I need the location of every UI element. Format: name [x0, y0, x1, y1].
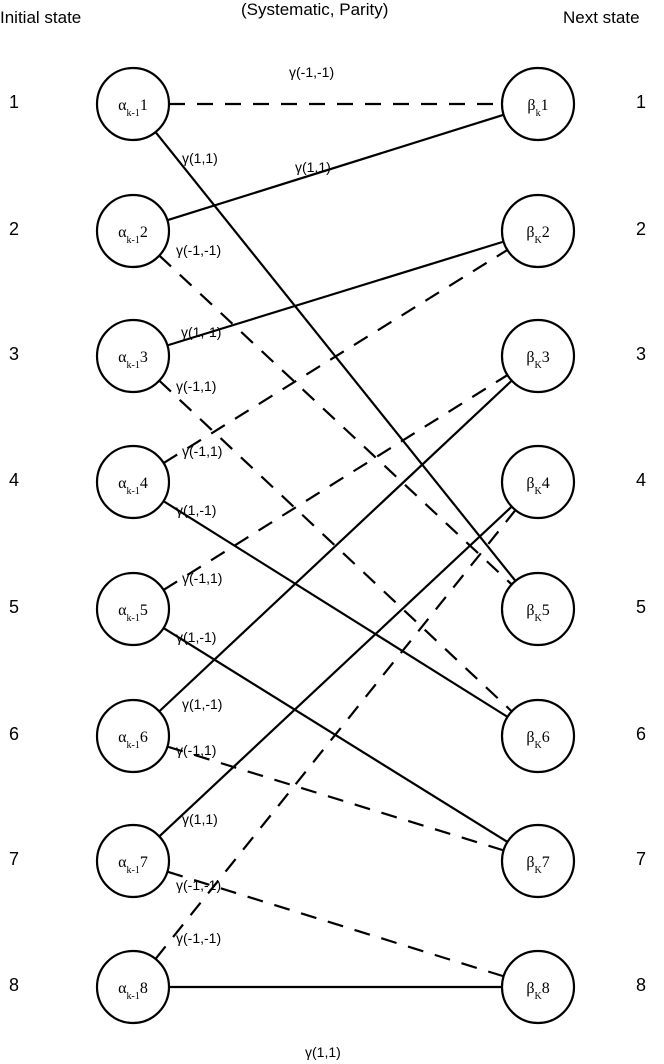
transition-edge-6-7	[167, 747, 503, 851]
next-node-label: $\beta_K7$	[526, 854, 550, 876]
initial-node-circle	[97, 195, 169, 267]
next-node-label: $\beta_k1$	[527, 97, 549, 119]
initial-node-circle	[97, 700, 169, 772]
next-node-label: $\beta_K8$	[526, 980, 550, 1002]
initial-state-node-4[interactable]	[97, 446, 169, 518]
next-node-circle	[502, 700, 574, 772]
edge-label-e3: γ(1,1)	[295, 159, 331, 175]
transition-edge-2-1	[167, 115, 503, 220]
initial-node-circle	[97, 573, 169, 645]
next-state-node-3[interactable]	[502, 320, 574, 392]
initial-node-label: $\alpha_{k-1}2$	[118, 224, 148, 246]
initial-state-index-5: 5	[8, 597, 19, 617]
next-state-index-4: 4	[635, 470, 646, 490]
edges-layer	[156, 104, 516, 987]
next-state-index-3: 3	[635, 344, 646, 364]
initial-state-node-5[interactable]	[97, 573, 169, 645]
edge-label-e5: γ(1,-1)	[181, 324, 222, 340]
initial-node-label: $\alpha_{k-1}7$	[118, 854, 148, 876]
edge-label-e11: γ(1,-1)	[182, 696, 223, 712]
initial-state-index-2: 2	[8, 219, 19, 239]
initial-state-node-6[interactable]	[97, 700, 169, 772]
next-state-index-5: 5	[635, 597, 646, 617]
next-state-index-8: 8	[635, 975, 646, 995]
initial-state-index-6: 6	[8, 724, 19, 744]
edge-label-e2: γ(1,1)	[182, 150, 218, 166]
next-state-node-5[interactable]	[502, 573, 574, 645]
initial-node-circle	[97, 446, 169, 518]
next-node-label: $\beta_K3$	[526, 349, 550, 371]
initial-node-circle	[97, 320, 169, 392]
next-node-circle	[502, 825, 574, 897]
edge-label-e15: γ(-1,-1)	[176, 930, 222, 946]
next-node-circle	[502, 951, 574, 1023]
next-node-label: $\beta_K5$	[526, 602, 550, 624]
edge-label-e1: γ(-1,-1)	[289, 64, 335, 80]
initial-node-label: $\alpha_{k-1}6$	[118, 729, 148, 751]
initial-node-circle	[97, 951, 169, 1023]
next-state-index-2: 2	[635, 219, 646, 239]
edge-label-e6: γ(-1,1)	[176, 378, 217, 394]
next-state-index-1: 1	[635, 92, 646, 112]
transition-edge-4-2	[164, 250, 508, 463]
next-node-label: $\beta_K6$	[526, 729, 550, 751]
next-node-circle	[502, 573, 574, 645]
next-state-node-2[interactable]	[502, 195, 574, 267]
initial-state-index-7: 7	[8, 849, 19, 869]
next-state-node-1[interactable]	[502, 68, 574, 140]
diagram-title: (Systematic, Parity)	[241, 0, 389, 19]
edge-label-e7: γ(-1,1)	[182, 443, 223, 459]
edge-label-e10: γ(1,-1)	[176, 629, 217, 645]
edge-label-e13: γ(1,1)	[182, 811, 218, 827]
initial-node-circle	[97, 825, 169, 897]
transition-edge-2-5	[159, 256, 511, 585]
edge-label-e16: γ(1,1)	[305, 1044, 341, 1060]
next-node-circle	[502, 446, 574, 518]
transition-edge-6-3	[159, 381, 511, 712]
next-node-label: $\beta_K2$	[526, 224, 550, 246]
initial-state-node-2[interactable]	[97, 195, 169, 267]
initial-node-label: $\alpha_{k-1}8$	[118, 980, 148, 1002]
initial-state-node-3[interactable]	[97, 320, 169, 392]
edge-label-e8: γ(1,-1)	[176, 502, 217, 518]
next-state-node-7[interactable]	[502, 825, 574, 897]
initial-state-node-1[interactable]	[97, 68, 169, 140]
edge-labels-layer	[176, 64, 341, 1060]
initial-state-node-7[interactable]	[97, 825, 169, 897]
initial-node-label: $\alpha_{k-1}1$	[118, 97, 148, 119]
initial-node-circle	[97, 68, 169, 140]
initial-state-index-8: 8	[8, 975, 19, 995]
edge-label-e9: γ(-1,1)	[182, 570, 223, 586]
initial-state-node-8[interactable]	[97, 951, 169, 1023]
initial-state-header: Initial state	[0, 8, 82, 27]
initial-node-label: $\alpha_{k-1}4$	[118, 475, 148, 497]
initial-state-index-1: 1	[8, 92, 19, 112]
initial-node-label: $\alpha_{k-1}5$	[118, 602, 148, 624]
next-state-index-6: 6	[635, 724, 646, 744]
next-state-node-8[interactable]	[502, 951, 574, 1023]
next-node-label: $\beta_K4$	[526, 475, 550, 497]
edge-label-e14: γ(-1,-1)	[176, 877, 222, 893]
initial-node-label: $\alpha_{k-1}3$	[118, 349, 148, 371]
edge-label-e12: γ(-1,1)	[176, 742, 217, 758]
initial-state-index-4: 4	[8, 470, 19, 490]
next-state-node-4[interactable]	[502, 446, 574, 518]
next-node-circle	[502, 320, 574, 392]
next-node-circle	[502, 195, 574, 267]
initial-state-index-3: 3	[8, 344, 19, 364]
next-state-node-6[interactable]	[502, 700, 574, 772]
next-state-index-7: 7	[635, 849, 646, 869]
next-state-header: Next state	[563, 8, 640, 27]
transition-edge-7-4	[159, 507, 511, 837]
next-node-circle	[502, 68, 574, 140]
edge-label-e4: γ(-1,-1)	[176, 242, 222, 258]
